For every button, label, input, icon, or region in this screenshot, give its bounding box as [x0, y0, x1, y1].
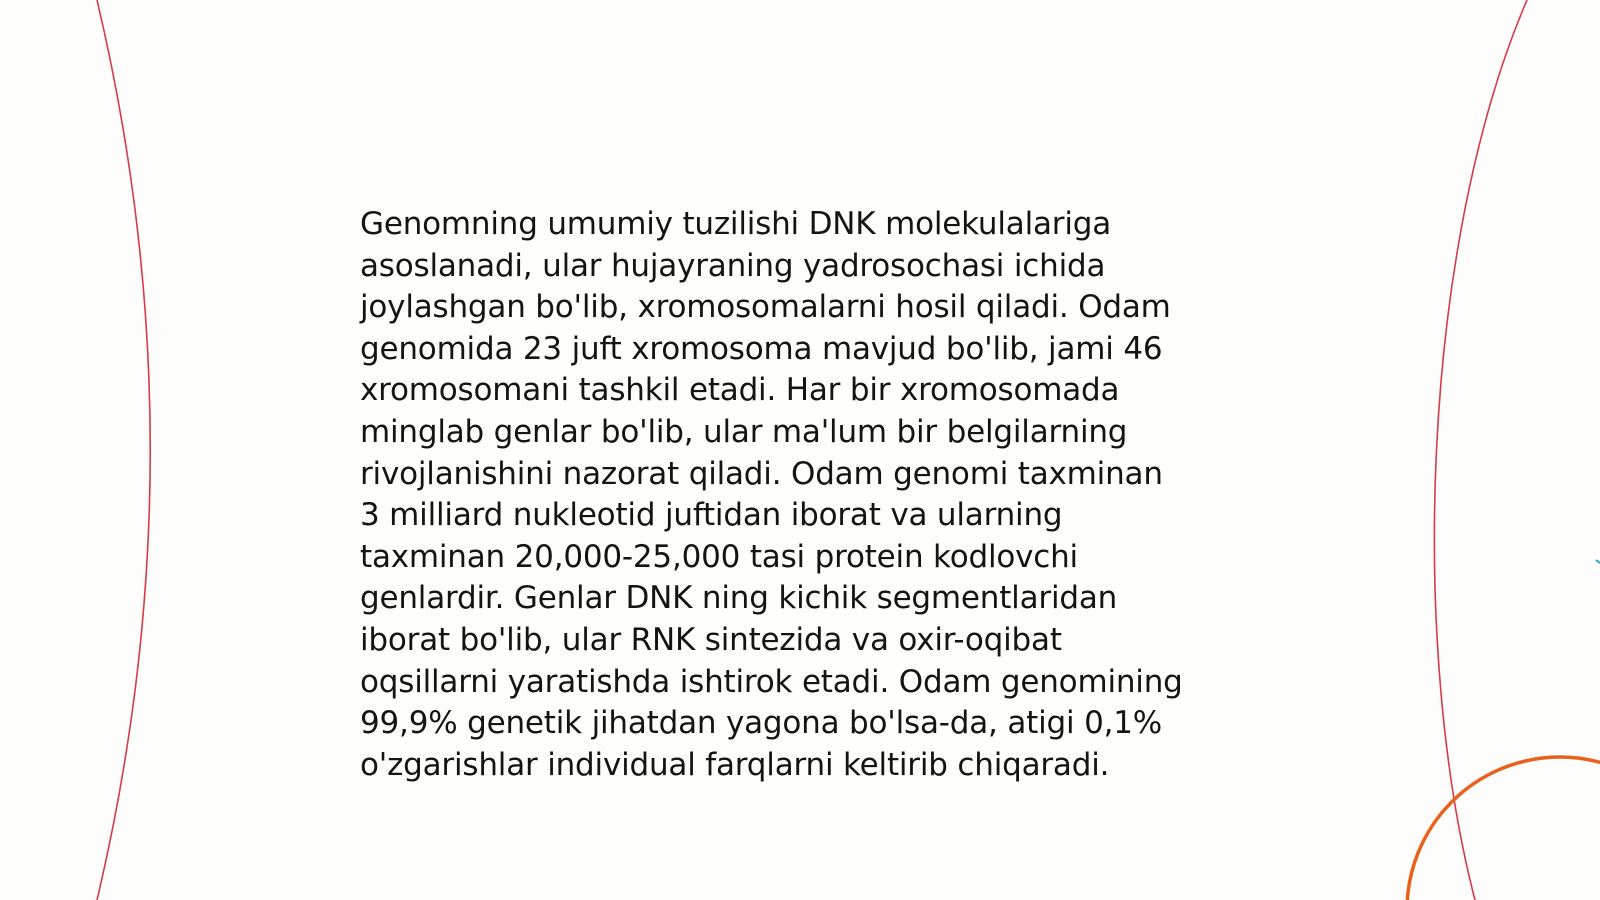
paragraph-line: minglab genlar bo'lib, ular ma'lum bir belgilarning: [360, 413, 1128, 450]
orange-circle-decoration: [1407, 757, 1600, 900]
left-curve-decoration: [97, 0, 150, 900]
paragraph-line: oqsillarni yaratishda ishtirok etadi. Odam genomining: [360, 663, 1183, 700]
paragraph-line: o'zgarishlar individual farqlarni keltirib chiqaradi.: [360, 746, 1110, 783]
body-paragraph: [360, 204, 1260, 786]
paragraph-line: xromosomani tashkil etadi. Har bir xromosomada: [360, 372, 1120, 409]
blue-accent-mark: [1596, 560, 1600, 563]
paragraph-line: joylashgan bo'lib, xromosomalarni hosil qiladi. Odam: [360, 289, 1171, 326]
paragraph-line: genomida 23 juft xromosoma mavjud bo'lib, jami 46: [360, 330, 1163, 367]
paragraph-line: 99,9% genetik jihatdan yagona bo'lsa-da, atigi 0,1%: [360, 705, 1163, 742]
paragraph-line: asoslanadi, ular hujayraning yadrosochasi ichida: [360, 247, 1106, 284]
paragraph-line: genlardir. Genlar DNK ning kichik segmentlaridan: [360, 580, 1118, 617]
paragraph-line: Genomning umumiy tuzilishi DNK molekulalariga: [360, 206, 1112, 242]
paragraph-line: 3 milliard nukleotid juftidan iborat va ularning: [360, 497, 1063, 534]
paragraph-line: rivojlanishini nazorat qiladi. Odam genomi taxminan: [360, 455, 1163, 492]
paragraph-line: iborat bo'lib, ular RNK sintezida va oxir-oqibat: [360, 621, 1062, 658]
paragraph-line: taxminan 20,000-25,000 tasi protein kodlovchi: [360, 538, 1078, 575]
